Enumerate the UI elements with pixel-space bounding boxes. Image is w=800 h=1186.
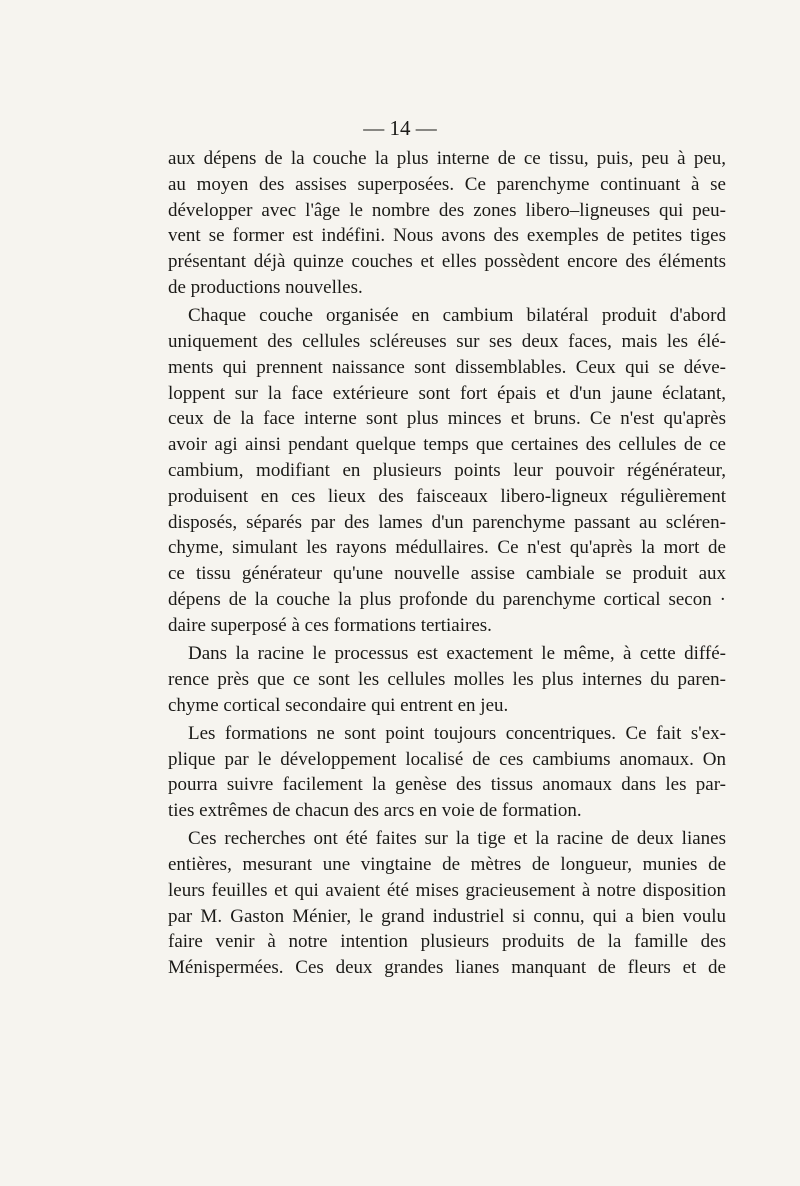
text-line: présentant déjà quinze couches et elles possèdent encore des éléments bbox=[168, 251, 726, 273]
text-line: ties extrêmes de chacun des arcs en voie de formation. bbox=[168, 800, 582, 822]
paragraph-4 bbox=[168, 721, 726, 824]
paragraph-5 bbox=[168, 826, 726, 981]
text-line: plique par le développement localisé de ces cambiums anomaux. On bbox=[168, 748, 726, 770]
text-line: chyme, simulant les rayons médullaires. Ce n'est qu'après la mort de bbox=[168, 537, 726, 559]
text-line: entières, mesurant une vingtaine de mètres de longueur, munies de bbox=[168, 854, 726, 876]
text-line: disposés, séparés par des lames d'un parenchyme passant au scléren- bbox=[168, 511, 726, 533]
text-line: faire venir à notre intention plusieurs produits de la famille des bbox=[168, 931, 726, 953]
paragraph-3 bbox=[168, 641, 726, 718]
text-line: rence près que ce sont les cellules molles les plus internes du paren- bbox=[168, 668, 726, 690]
text-line: aux dépens de la couche la plus interne de ce tissu, puis, peu à peu, bbox=[168, 148, 726, 169]
paragraph-2 bbox=[168, 303, 726, 638]
text-line: vent se former est indéfini. Nous avons des exemples de petites tiges bbox=[168, 225, 726, 247]
text-line: leurs feuilles et qui avaient été mises gracieusement à notre disposition bbox=[168, 879, 726, 901]
text-line: uniquement des cellules scléreuses sur ses deux faces, mais les élé- bbox=[168, 330, 726, 352]
body-text bbox=[168, 146, 726, 983]
text-line: Les formations ne sont point toujours concentriques. Ce fait s'ex- bbox=[188, 722, 726, 744]
text-line: pourra suivre facilement la genèse des tissus anomaux dans les par- bbox=[168, 774, 726, 796]
text-line: ments qui prennent naissance sont dissemblables. Ceux qui se déve- bbox=[168, 356, 726, 378]
text-line: ceux de la face interne sont plus minces et bruns. Ce n'est qu'après bbox=[168, 408, 726, 430]
text-line: avoir agi ainsi pendant quelque temps que certaines des cellules de ce bbox=[168, 434, 726, 456]
page-number: — 14 — bbox=[363, 116, 437, 140]
text-line: ce tissu générateur qu'une nouvelle assise cambiale se produit aux bbox=[168, 563, 726, 585]
text-line: cambium, modifiant en plusieurs points leur pouvoir régénérateur, bbox=[168, 459, 726, 481]
text-line: Ménispermées. Ces deux grandes lianes manquant de fleurs et de bbox=[168, 957, 726, 979]
text-line: chyme cortical secondaire qui entrent en jeu. bbox=[168, 694, 509, 716]
text-line: produisent en ces lieux des faisceaux libero-ligneux régulièrement bbox=[168, 485, 726, 507]
paragraph-1 bbox=[168, 146, 726, 301]
text-line: Ces recherches ont été faites sur la tige et la racine de deux lianes bbox=[188, 828, 726, 850]
text-line: développer avec l'âge le nombre des zones libero–ligneuses qui peu- bbox=[168, 199, 726, 221]
text-line: au moyen des assises superposées. Ce parenchyme continuant à se bbox=[168, 173, 726, 195]
text-line: daire superposé à ces formations tertiaires. bbox=[168, 614, 492, 636]
text-line: dépens de la couche la plus profonde du parenchyme cortical secon · bbox=[168, 588, 726, 610]
text-line: loppent sur la face extérieure sont fort épais et d'un jaune éclatant, bbox=[168, 382, 726, 404]
text-line: Chaque couche organisée en cambium bilatéral produit d'abord bbox=[188, 305, 726, 327]
text-line: Dans la racine le processus est exactement le même, à cette diffé- bbox=[188, 642, 726, 664]
text-line: de productions nouvelles. bbox=[168, 276, 363, 298]
text-line: par M. Gaston Ménier, le grand industriel si connu, qui a bien voulu bbox=[168, 905, 726, 927]
